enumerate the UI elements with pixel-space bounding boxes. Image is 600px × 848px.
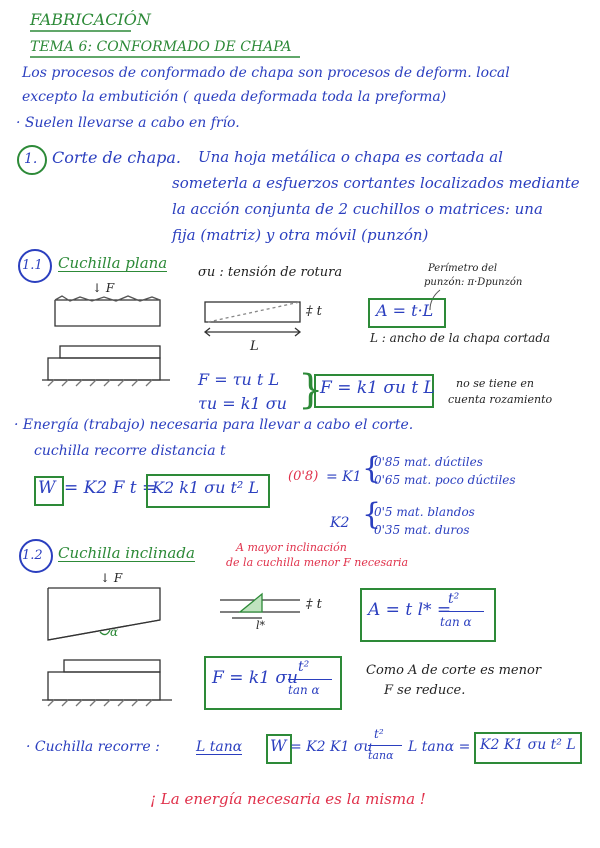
intro-line-1: Los procesos de conformado de chapa son procesos de deform. local [22,65,510,81]
length-description: L : ancho de la chapa cortada [370,331,551,345]
force-equation-1: F = τu t L [198,370,280,389]
force-fraction-bar [288,679,332,680]
travel-fraction-numerator: t² [374,727,384,741]
contact-length-label: l* [256,619,266,632]
travel-fraction-denominator: tanα [368,749,394,762]
friction-note-1: no se tiene en [456,377,534,390]
inclined-blade-sketch [42,588,172,706]
sub-11-title: Cuchilla plana [58,254,168,272]
k2-brace: { [362,497,382,532]
inclined-area-denominator: tan α [440,615,472,629]
sub-12-number: 1.2 [22,548,43,563]
k1-typical-tag: (0'8) [288,469,319,484]
travel-distance: L tanα [196,739,243,755]
flat-force-label: ↓ F [92,281,115,295]
sheet-section-sketch [205,302,300,336]
intro-line-2: excepto la embutición ( queda deformada toda la preforma) [22,89,447,105]
inclined-area-numerator: t² [448,591,460,607]
tau-definition: σu : tensión de rotura [198,265,343,280]
doc-title: FABRICACIÓN [30,10,151,29]
section-1-desc-4: fija (matriz) y otra móvil (punzón) [172,226,429,244]
sub-12-title: Cuchilla inclinada [58,544,195,562]
travel-work-symbol: W [270,736,287,755]
alpha-label: α [110,625,119,639]
section-1-desc-3: la acción conjunta de 2 cuchillos o matrices: una [172,200,543,218]
section-1-number: 1. [24,151,38,167]
section-1-desc-2: someterla a esfuerzos cortantes localizados mediante [172,174,580,192]
length-label: L [250,339,259,354]
area-formula: A = t·L [376,301,434,320]
intro-line-3: · Suelen llevarse a cabo en frío. [16,115,240,131]
force-equation-2: τu = k1 σu [198,394,287,413]
work-equation: = K2 F t = [64,478,157,498]
work-result: K2 k1 σu t² L [152,478,260,497]
sub-11-number: 1.1 [22,258,43,273]
inclined-force-label: ↓ F [100,571,123,585]
perimeter-note-1: Perímetro del [428,263,498,274]
k1-brace: { [362,451,382,486]
inclined-force-numerator: t² [298,659,310,675]
inclination-note-1: A mayor inclinación [236,541,347,554]
doc-subtitle: TEMA 6: CONFORMADO DE CHAPA [30,39,292,55]
k2-equation: K2 [330,515,350,531]
energy-line-1: · Energía (trabajo) necesaria para llevar a cabo el corte. [14,417,414,433]
area-comment-1: Como A de corte es menor [366,663,542,678]
travel-result: K2 K1 σu t² L [480,737,576,753]
inclined-area-formula: A = t l* = [368,600,452,620]
perimeter-note-2: punzón: π·Dpunzón [424,277,523,288]
inclined-contact-sketch [220,594,300,618]
travel-prefix: · Cuchilla recorre : [26,739,160,755]
k1-equation: = K1 [326,469,362,485]
travel-fraction-bar [368,745,402,746]
flat-blade-sketch [42,296,170,386]
section-1-title: Corte de chapa. [52,148,181,167]
force-formula: F = k1 σu t L [320,378,435,398]
inclined-force-denominator: tan α [288,683,320,697]
section-1-desc-1: Una hoja metálica o chapa es cortada al [198,148,503,166]
travel-tail: L tanα = [408,739,471,755]
k2-value-1: 0'5 mat. blandos [374,505,475,519]
area-comment-2: F se reduce. [384,683,466,698]
k1-value-1: 0'85 mat. dúctiles [374,455,483,469]
area-fraction-bar [440,611,484,612]
thickness-label: ‡ t [306,304,322,319]
equation-brace: } [298,367,324,413]
k2-value-2: 0'35 mat. duros [374,523,470,537]
travel-mid-term: = K2 K1 σu [290,739,373,755]
inclined-force-formula: F = k1 σu [212,668,298,688]
inclined-thickness-label: ‡ t [306,597,322,612]
closing-note: ¡ La energía necesaria es la misma ! [150,790,426,808]
inclination-note-2: de la cuchilla menor F necesaria [226,556,409,569]
work-symbol: W [38,478,56,498]
friction-note-2: cuenta rozamiento [448,393,553,406]
energy-line-2: cuchilla recorre distancia t [34,443,226,459]
k1-value-2: 0'65 mat. poco dúctiles [374,473,516,487]
